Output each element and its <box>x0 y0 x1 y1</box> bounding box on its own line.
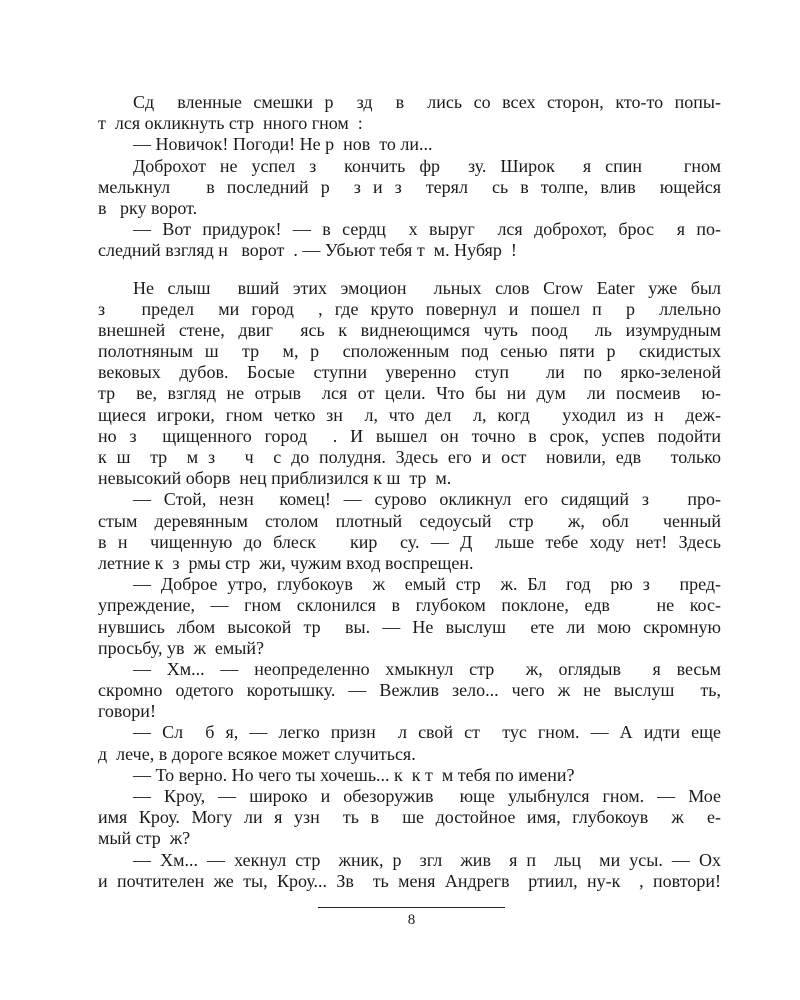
page-number: 8 <box>407 912 416 928</box>
text-line: т лся окликнуть стр нного гном : <box>98 113 363 134</box>
text-line: к ш тр м з ч с до полудня. Здесь его и ост новили, едв только <box>98 447 721 467</box>
text-line: упреждение, — гном склонился в глубоком поклоне, едв не кос- <box>98 595 721 616</box>
text-line: нувшись лбом высокой тр вы. — Не выслуш ете ли мою скромную <box>98 616 721 637</box>
text-line: — То верно. Но чего ты хочешь... к к т м тебя по имени? <box>133 764 575 785</box>
text-line: — Хм... — неопределенно хмыкнул стр ж, оглядыв я весьм <box>133 658 721 679</box>
text-line: — Новичок! Погоди! Не р нов то ли... <box>133 134 433 155</box>
text-line: тр ве, взгляд не отрыв лся от цели. Что бы ни дум ли посмеив ю- <box>98 383 721 404</box>
text-line: Доброхот не успел з кончить фр зу. Широк я спин гном <box>133 155 721 176</box>
text-line: стым деревянным столом плотный седоусый стр ж, обл ченный <box>98 510 721 531</box>
text-line: следний взгляд н ворот . — Убьют тебя т м. Нубяр ! <box>98 240 517 261</box>
text-line: — Вот придурок! — в сердц х выруг лся доброхот, брос я по- <box>133 219 721 240</box>
text-line: говори! <box>98 701 156 722</box>
text-line: — Доброе утро, глубокоув ж емый стр ж. Бл год рю з пред- <box>133 574 721 595</box>
text-line: но з щищенного город . И вышел он точно в срок, успев подойти <box>98 425 721 446</box>
text-line: — Кроу, — широко и обезоружив юще улыбнулся гном. — Мое <box>133 786 721 806</box>
text-line: щиеся игроки, гном четко зн л, что дел л, когд уходил из н деж- <box>98 404 721 425</box>
text-line: д лече, в дороге всякое может случиться. <box>98 743 416 764</box>
text-line: в рку ворот. <box>98 197 198 218</box>
text-line: Сд вленные смешки р зд в лись со всех сторон, кто-то попы- <box>133 92 721 112</box>
text-line: — Хм... — хекнул стр жник, р згл жив я п льц ми усы. — Ох <box>133 849 721 870</box>
text-line: з предел ми город , где круто повернул и пошел п р ллельно <box>98 298 721 319</box>
text-line: невысокий оборв нец приблизился к ш тр м. <box>98 468 452 489</box>
text-line: мый стр ж? <box>98 828 191 849</box>
text-line: летние к з рмы стр жи, чужим вход воспрещен. <box>98 552 474 573</box>
section-break <box>98 262 721 278</box>
footer-rule <box>318 907 505 908</box>
text-line: полотняным ш тр м, р сположенным под сенью пяти р скидистых <box>98 341 721 362</box>
text-line: имя Кроу. Могу ли я узн ть в ше достойное имя, глубокоув ж е- <box>98 807 721 828</box>
text-line: — Стой, незн комец! — сурово окликнул его сидящий з про- <box>133 489 721 510</box>
text-line: вековых дубов. Босые ступни уверенно ступ ли по ярко-зеленой <box>98 362 721 383</box>
text-line: внешней стене, двиг ясь к виднеющимся чуть поод ль изумрудным <box>98 319 721 340</box>
text-line: скромно одетого коротышку. — Вежлив зело... чего ж не выслуш ть, <box>98 680 721 701</box>
text-line: просьбу, ув ж емый? <box>98 637 264 658</box>
text-line: — Сл б я, — легко призн л свой ст тус гном. — А идти еще <box>133 722 721 743</box>
text-line: в н чищенную до блеск кир су. — Д льше тебе ходу нет! Здесь <box>98 531 721 552</box>
text-line: мелькнул в последний р з и з терял сь в толпе, влив ющейся <box>98 176 721 197</box>
text-line: Не слыш вший этих эмоцион льных слов Crow Eater уже был <box>133 277 721 298</box>
text-line: и почтителен же ты, Кроу... Зв ть меня Андрегв ртиил, ну-к , повтори! <box>98 870 721 891</box>
page-body-text <box>98 92 721 892</box>
